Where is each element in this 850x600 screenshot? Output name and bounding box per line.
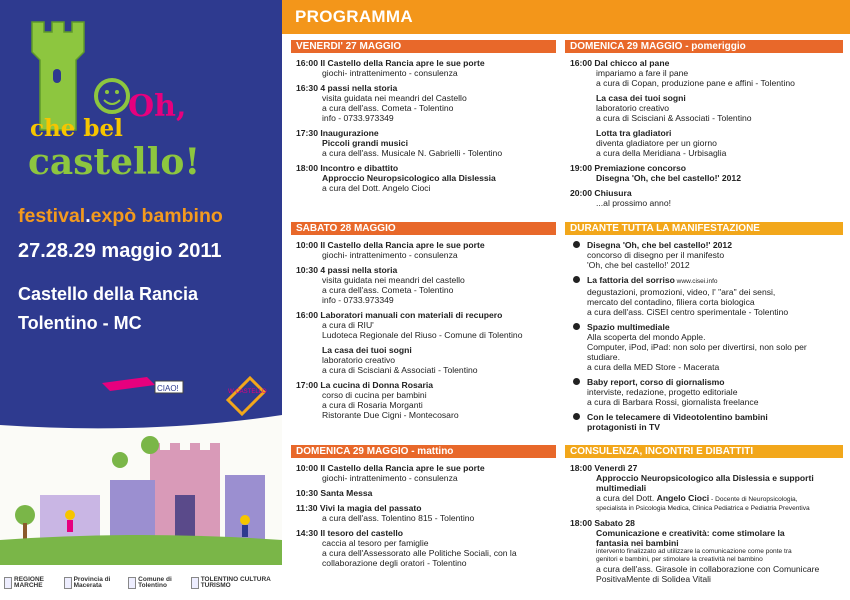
day-section bbox=[291, 445, 556, 568]
event-detail: giochi- intrattenimento - consulenza bbox=[322, 250, 458, 260]
event-heading: 16:00 Il Castello della Rancia apre le sue porte bbox=[296, 58, 485, 68]
day-header: DOMENICA 29 MAGGIO - pomeriggio bbox=[565, 40, 843, 53]
bullet-icon bbox=[573, 276, 580, 283]
event-detail: PositivaMente di Solidea Vitali bbox=[596, 574, 711, 584]
sponsor-emblem-icon bbox=[128, 577, 136, 589]
activity-item bbox=[565, 275, 843, 317]
program-event bbox=[565, 128, 843, 158]
event-heading: 10:00 Il Castello della Rancia apre le sue porte bbox=[296, 240, 485, 250]
event-detail: laboratorio creativo bbox=[322, 355, 396, 365]
program-event bbox=[291, 240, 556, 260]
event-heading: 16:30 4 passi nella storia bbox=[296, 83, 398, 93]
day-section bbox=[291, 40, 556, 193]
sponsor-logo bbox=[191, 573, 278, 593]
event-note: specialista in Psicologia Medica, Clinica Pediatrica e Pediatria Preventiva bbox=[596, 505, 810, 512]
event-detail: caccia al tesoro per famiglie bbox=[322, 538, 429, 548]
bullet-icon bbox=[573, 413, 580, 420]
activity-title bbox=[587, 322, 843, 332]
activity-detail: studiare. bbox=[587, 352, 620, 362]
activity-detail: degustazioni, promozioni, video, l' "ara" dei sensi, bbox=[587, 287, 776, 297]
event-heading: 17:30 Inaugurazione bbox=[296, 128, 379, 138]
speaker-name: Angelo Cioci bbox=[656, 493, 710, 503]
activity-item bbox=[565, 322, 843, 372]
activity-detail: a cura di Barbara Rossi, giornalista freelance bbox=[587, 397, 759, 407]
event-heading: 20:00 Chiusura bbox=[570, 188, 632, 198]
event-detail: ...al prossimo anno! bbox=[596, 198, 671, 208]
program-event bbox=[291, 58, 556, 78]
svg-text:W CASTELLO: W CASTELLO bbox=[228, 389, 267, 395]
event-detail: impariamo a fare il pane bbox=[596, 68, 689, 78]
event-heading: 14:30 Il tesoro del castello bbox=[296, 528, 403, 538]
program-event bbox=[291, 83, 556, 123]
activity-title bbox=[587, 377, 843, 387]
sponsor-emblem-icon bbox=[191, 577, 199, 589]
event-detail: visita guidata nei meandri del castello bbox=[322, 275, 465, 285]
activity-detail: mercato del contadino, filiera corta biologica bbox=[587, 297, 755, 307]
event-detail: a cura di Copan, produzione pane e affini - Tolentino bbox=[596, 78, 795, 88]
program-title: PROGRAMMA bbox=[282, 0, 850, 34]
event-detail: a cura della Meridiana - Urbisaglia bbox=[596, 148, 727, 158]
program-event bbox=[291, 380, 556, 420]
bullet-icon bbox=[573, 323, 580, 330]
activity-detail: concorso di disegno per il manifesto bbox=[587, 250, 725, 260]
event-speaker-line bbox=[570, 493, 843, 505]
sponsor-label: Comune di Tolentino bbox=[138, 575, 172, 589]
program-event bbox=[565, 58, 843, 88]
sponsor-logo bbox=[4, 573, 60, 593]
sponsor-label: REGIONE MARCHE bbox=[14, 575, 45, 589]
program-right-column bbox=[565, 40, 843, 600]
event-heading: 16:00 Laboratori manuali con materiali di recupero bbox=[296, 310, 503, 320]
event-note: genitori e bambini, per stimolare la creatività nel bambino bbox=[596, 556, 763, 563]
section-header: CONSULENZA, INCONTRI E DIBATTITI bbox=[565, 445, 843, 458]
event-heading: 19:00 Premiazione concorso bbox=[570, 163, 687, 173]
event-subheading: Lotta tra gladiatori bbox=[596, 128, 672, 138]
event-subheading: La casa dei tuoi sogni bbox=[322, 345, 412, 355]
program-event bbox=[565, 163, 843, 183]
program-event bbox=[565, 518, 843, 584]
event-topic: multimediali bbox=[596, 483, 647, 493]
sponsor-emblem-icon bbox=[4, 577, 12, 589]
event-detail: info - 0733.973349 bbox=[322, 295, 394, 305]
program-event bbox=[291, 345, 556, 375]
program-event bbox=[291, 265, 556, 305]
svg-text:castello!: castello! bbox=[28, 141, 201, 183]
event-detail: Ludoteca Regionale del Riuso - Comune di Tolentino bbox=[322, 330, 523, 340]
sponsor-emblem-icon bbox=[64, 577, 72, 589]
activity-title-text: Spazio multimediale bbox=[587, 322, 670, 332]
svg-text:Oh,: Oh, bbox=[128, 89, 187, 124]
activity-detail: Computer, iPod, iPad: non solo per divertirsi, non solo per bbox=[587, 342, 807, 352]
event-detail: visita guidata nei meandri del Castello bbox=[322, 93, 467, 103]
program-event bbox=[291, 488, 556, 498]
festival-dates: 27.28.29 maggio 2011 bbox=[18, 240, 222, 262]
activity-title bbox=[587, 275, 843, 287]
event-detail: collaborazione degli oratori - Tolentino bbox=[322, 558, 467, 568]
sponsor-logo bbox=[128, 573, 187, 593]
bullet-icon bbox=[573, 241, 580, 248]
program-event bbox=[565, 188, 843, 208]
program-left-column bbox=[291, 40, 556, 600]
day-header: DOMENICA 29 MAGGIO - mattino bbox=[291, 445, 556, 458]
child-drawing bbox=[0, 345, 282, 565]
activity-detail: a cura della MED Store - Macerata bbox=[587, 362, 720, 372]
event-detail: a cura dell'ass. Musicale N. Gabrielli - Tolentino bbox=[322, 148, 503, 158]
event-subheading: Piccoli grandi musici bbox=[322, 138, 408, 148]
activity-title-text: La fattoria del sorriso bbox=[587, 275, 675, 285]
activity-detail: interviste, redazione, progetto editoriale bbox=[587, 387, 738, 397]
event-heading: 10:00 Il Castello della Rancia apre le sue porte bbox=[296, 463, 485, 473]
event-detail: Ristorante Due Cigni - Montecosaro bbox=[322, 410, 459, 420]
activity-item bbox=[565, 377, 843, 407]
day-header: SABATO 28 MAGGIO bbox=[291, 222, 556, 235]
day-section bbox=[291, 222, 556, 420]
event-detail: giochi- intrattenimento - consulenza bbox=[322, 473, 458, 483]
left-panel bbox=[0, 0, 282, 600]
program-event bbox=[291, 310, 556, 340]
event-subheading: Disegna 'Oh, che bel castello!' 2012 bbox=[596, 173, 741, 183]
festival-title: festival.expò bambino bbox=[18, 205, 223, 227]
event-heading: 11:30 Vivi la magia del passato bbox=[296, 503, 422, 513]
speaker-note: - Docente di Neuropsicologia, bbox=[709, 496, 798, 503]
activity-title-cont: protagonisti in TV bbox=[587, 422, 661, 432]
event-topic: Approccio Neuropsicologico alla Dislessia e supporti bbox=[596, 473, 814, 483]
sponsor-label: Provincia di Macerata bbox=[73, 575, 111, 589]
event-detail: a cura dell'ass. Cometa - Tolentino bbox=[322, 103, 454, 113]
event-detail: giochi- intrattenimento - consulenza bbox=[322, 68, 458, 78]
event-subheading: La casa dei tuoi sogni bbox=[596, 93, 686, 103]
speaker-prefix: a cura del Dott. bbox=[596, 493, 657, 503]
activity-title-text: Disegna 'Oh, che bel castello!' 2012 bbox=[587, 240, 732, 250]
event-detail: a cura dell'ass. Cometa - Tolentino bbox=[322, 285, 454, 295]
event-topic: fantasia nei bambini bbox=[596, 538, 679, 548]
activity-detail: 'Oh, che bel castello!' 2012 bbox=[587, 260, 690, 270]
program-event bbox=[565, 463, 843, 513]
activity-item bbox=[565, 412, 843, 432]
event-heading: 16:00 Dal chicco al pane bbox=[570, 58, 670, 68]
sponsor-logo bbox=[64, 573, 125, 593]
program-event bbox=[291, 528, 556, 568]
activity-title-text: Con le telecamere di Videotolentino bambini bbox=[587, 412, 768, 422]
day-header: VENERDI' 27 MAGGIO bbox=[291, 40, 556, 53]
event-detail: laboratorio creativo bbox=[596, 103, 670, 113]
event-detail: corso di cucina per bambini bbox=[322, 390, 427, 400]
program-event bbox=[565, 93, 843, 123]
event-subheading: Approccio Neuropsicologico alla Dislessia bbox=[322, 173, 496, 183]
section-header: DURANTE TUTTA LA MANIFESTAZIONE bbox=[565, 222, 843, 235]
bullet-icon bbox=[573, 378, 580, 385]
event-note: intervento finalizzato ad utilizzare la comunicazione come ponte tra bbox=[596, 548, 792, 555]
event-detail: a cura di RIU' bbox=[322, 320, 374, 330]
event-heading: 18:00 Sabato 28 bbox=[570, 518, 635, 528]
during-section bbox=[565, 222, 843, 432]
activity-website: www.cisei.info bbox=[674, 278, 718, 285]
program-event bbox=[291, 128, 556, 158]
event-detail: a cura dell'ass. Girasole in collaborazione con Comunicare bbox=[596, 564, 820, 574]
activity-detail: Alla scoperta del mondo Apple. bbox=[587, 332, 706, 342]
festival-logo bbox=[20, 14, 270, 194]
program-event bbox=[291, 503, 556, 523]
consult-section bbox=[565, 445, 843, 584]
event-heading: 17:00 La cucina di Donna Rosaria bbox=[296, 380, 434, 390]
activity-title bbox=[587, 412, 843, 422]
event-heading: 18:00 Incontro e dibattito bbox=[296, 163, 399, 173]
event-detail: a cura dell'Assessorato alle Politiche Sociali, con la bbox=[322, 548, 517, 558]
event-detail: a cura di Rosaria Morganti bbox=[322, 400, 423, 410]
event-detail: info - 0733.973349 bbox=[322, 113, 394, 123]
activity-item bbox=[565, 240, 843, 270]
event-heading: 18:00 Venerdì 27 bbox=[570, 463, 638, 473]
event-detail: a cura di Scisciani & Associati - Tolentino bbox=[322, 365, 478, 375]
svg-text:CIAO!: CIAO! bbox=[157, 384, 179, 393]
event-heading: 10:30 Santa Messa bbox=[296, 488, 373, 498]
event-detail: a cura del Dott. Angelo Cioci bbox=[322, 183, 431, 193]
sponsor-label: TOLENTINO CULTURA TURISMO bbox=[200, 575, 271, 589]
svg-text:che bel: che bel bbox=[30, 115, 123, 142]
venue-city: Tolentino - MC bbox=[18, 313, 142, 333]
event-detail: diventa gladiatore per un giorno bbox=[596, 138, 717, 148]
program-event bbox=[291, 163, 556, 193]
venue-name: Castello della Rancia bbox=[18, 284, 199, 304]
event-topic: Comunicazione e creatività: come stimolare la bbox=[596, 528, 785, 538]
event-detail: a cura di Scisciani & Associati - Tolentino bbox=[596, 113, 752, 123]
activity-title bbox=[587, 240, 843, 250]
event-detail: a cura dell'ass. Tolentino 815 - Tolentino bbox=[322, 513, 475, 523]
program-event bbox=[291, 463, 556, 483]
activity-detail: a cura dell'ass. CiSEI centro sperimentale - Tolentino bbox=[587, 307, 789, 317]
activity-title-text: Baby report, corso di giornalismo bbox=[587, 377, 725, 387]
sponsor-logos bbox=[0, 565, 282, 600]
day-section bbox=[565, 40, 843, 208]
event-heading: 10:30 4 passi nella storia bbox=[296, 265, 398, 275]
